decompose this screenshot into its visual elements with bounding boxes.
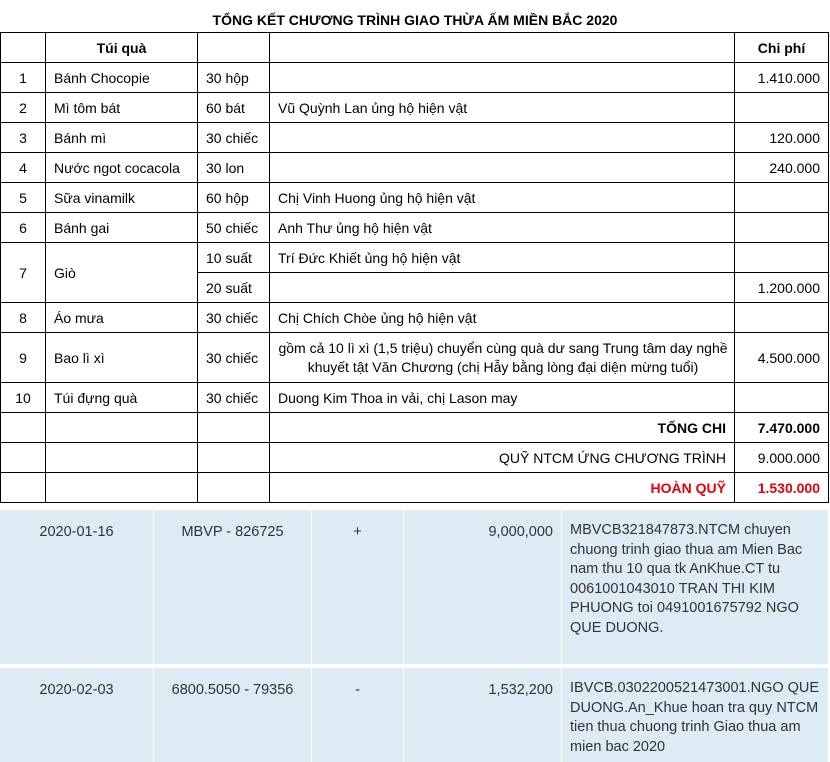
txn-amount: 9,000,000 [404,510,562,664]
row-qty: 60 hộp [198,183,270,213]
row-name: Mì tôm bát [46,93,198,123]
row-name: Sữa vinamilk [46,183,198,213]
table-row [1,123,829,153]
row-qty: 30 lon [198,153,270,183]
row-no: 7 [1,243,46,303]
txn-description: MBVCB321847873.NTCM chuyen chuong trinh giao thua am Mien Bac nam thu 10 qua tk AnKhue.CT tu 0061001043010 TRAN THI KIM PHUONG toi 0491001675792 NGO QUE DUONG. [570,522,803,636]
row-qty: 30 hộp [198,63,270,93]
table-row [1,383,829,413]
row-no: 4 [1,153,46,183]
total-label: TỔNG CHI [270,413,735,443]
row-qty: 60 bát [198,93,270,123]
row-cost: 1.200.000 [735,273,829,303]
row-name: Bánh mì [46,123,198,153]
transaction-row [0,510,828,664]
txn-sign: + [312,510,404,664]
row-no: 5 [1,183,46,213]
row-cost: 4.500.000 [735,333,829,383]
row-cost: 240.000 [735,153,829,183]
row-note [270,153,735,183]
fund-value: 9.000.000 [735,443,829,473]
row-cost [735,243,829,273]
row-cost [735,303,829,333]
header-note [270,33,735,63]
row-note [270,273,735,303]
row-name: Túi đựng quà [46,383,198,413]
txn-date: 2020-02-03 [0,668,154,762]
table-header-row [1,33,829,63]
row-name: Nước ngot cocacola [46,153,198,183]
txn-ref: 6800.5050 - 79356 [154,668,312,762]
table-row [1,243,829,273]
table-row [1,183,829,213]
table-row [1,153,829,183]
table-row [1,93,829,123]
row-qty: 30 chiếc [198,303,270,333]
page-title: TỔNG KẾT CHƯƠNG TRÌNH GIAO THỪA ẤM MIỀN BẮC 2020 [212,12,618,28]
txn-ref: MBVP - 826725 [154,510,312,664]
summary-table [0,32,829,503]
table-row [1,303,829,333]
txn-description: IBVCB.0302200521473001.NGO QUE DUONG.An_Khue hoan tra quy NTCM tien thua chuong trinh Giao thua am mien bac 2020 [570,680,820,755]
total-value: 7.470.000 [735,413,829,443]
bank-statement [0,504,828,762]
row-note: Duong Kim Thoa in vải, chị Lason may [270,383,735,413]
row-note: gồm cả 10 lì xì (1,5 triệu) chuyển cùng quà dư sang Trung tâm day nghề khuyết tật Văn Chương (chị Hẫy bằng lòng đại diện mừng tuổi) [270,333,735,383]
row-cost [735,383,829,413]
row-note: Trí Đức Khiết ủng hộ hiện vật [270,243,735,273]
row-qty: 30 chiếc [198,383,270,413]
row-name: Bánh Chocopie [46,63,198,93]
row-qty: 20 suất [198,273,270,303]
row-note [270,123,735,153]
txn-amount: 1,532,200 [404,668,562,762]
table-row [1,213,829,243]
row-cost [735,93,829,123]
row-qty: 30 chiếc [198,333,270,383]
row-note [270,63,735,93]
row-cost [735,213,829,243]
header-cost: Chi phí [735,33,829,63]
refund-label: HOÀN QUỸ [270,473,735,503]
row-no: 1 [1,63,46,93]
txn-sign: - [312,668,404,762]
row-name: Bao lì xì [46,333,198,383]
row-cost [735,183,829,213]
row-cost: 1.410.000 [735,63,829,93]
row-qty: 30 chiếc [198,123,270,153]
row-no: 9 [1,333,46,383]
header-no [1,33,46,63]
row-name: Bánh gai [46,213,198,243]
row-no: 2 [1,93,46,123]
fund-label: QUỸ NTCM ỨNG CHƯƠNG TRÌNH [270,443,735,473]
row-note: Chị Chích Chòe ủng hộ hiện vật [270,303,735,333]
txn-date: 2020-01-16 [0,510,154,664]
total-row [1,413,829,443]
header-qty [198,33,270,63]
refund-row [1,473,829,503]
row-no: 3 [1,123,46,153]
row-name: Giò [46,243,198,303]
row-note: Vũ Quỳnh Lan ủng hộ hiện vật [270,93,735,123]
row-qty: 50 chiếc [198,213,270,243]
transaction-row [0,668,828,762]
header-gift: Túi quà [46,33,198,63]
row-no: 10 [1,383,46,413]
row-qty: 10 suất [198,243,270,273]
row-no: 6 [1,213,46,243]
fund-row [1,443,829,473]
table-row [1,63,829,93]
refund-value: 1.530.000 [735,473,829,503]
row-name: Áo mưa [46,303,198,333]
table-row [1,333,829,383]
row-cost: 120.000 [735,123,829,153]
row-no: 8 [1,303,46,333]
row-note: Chị Vinh Huong ủng hộ hiện vật [270,183,735,213]
row-note: Anh Thư ủng hộ hiện vật [270,213,735,243]
